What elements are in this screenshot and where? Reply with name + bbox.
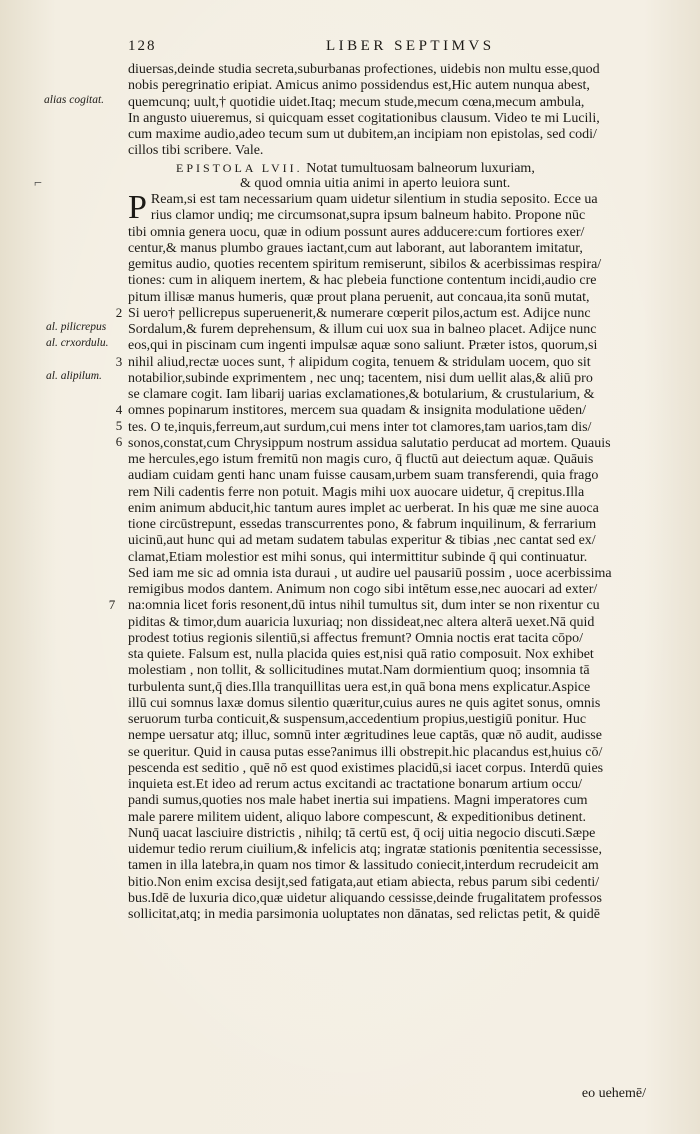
text-line xyxy=(128,940,680,956)
catchword: eo uehemē/ xyxy=(581,1086,646,1101)
text-line: tamen in illa latebra,in quam nos timor & lassitudo coniecit,interdum recrudeicit am xyxy=(128,858,599,874)
text-line: prodest totius regionis silentiū,si affectus fremunt? Omnia noctis erat tacita cōpo/ xyxy=(128,630,584,646)
folio-number: 128 xyxy=(128,38,157,54)
text-line: Ream,si est tam necessarium quam uidetur silentium in studia seposito. Ecce ua xyxy=(150,192,598,207)
text-line: pitum illisæ manus humeris, quæ prout plana peruenit, aut concaua,ita sonū mutat, xyxy=(128,289,590,305)
text-line: rius clamor undiq; me circumsonat,supra ipsum balneum habito. Propone nūc xyxy=(150,208,586,224)
text-line: seruorum turba conticuit,& suspensum,accedentium propius,uestigiū ponitur. Huc xyxy=(128,712,587,727)
text-line: nihil aliud,rectæ uoces sunt, † alipidum cogita, tenuem & stridulam uocem, quo sit xyxy=(128,354,591,370)
body-text xyxy=(128,62,680,956)
margin-note: al. crxordulu. xyxy=(46,337,109,349)
margin-number: 7 xyxy=(108,597,116,612)
text-line: tes. O te,inquis,ferreum,aut surdum,cui mens inter tot clamores,tam uarios,tam dis/ xyxy=(128,419,592,435)
running-head: LIBER SEPTIMVS xyxy=(326,38,495,54)
text-line: pandi sumus,quoties nos male habet inertia sui impatiens. Magni imperatores cum xyxy=(128,793,588,809)
text-line: cum maxime audio,adeo tecum sum ut dubitem,an incipiam non epistolas, sed codi/ xyxy=(128,127,597,142)
text-line: Si uero† pellicrepus superuenerit,& numerare cœperit pilos,actum est. Adijce nunc xyxy=(128,305,591,321)
text-line: rem Nili cadentis ferre non potuit. Magis mihi uox auocare uidetur, q̄ crepitus.Illa xyxy=(128,484,585,500)
text-line: molestiam , non tollit, & sollicitudines mutat.Nam dormientium quoq; insomnia tā xyxy=(128,663,590,679)
text-line: clamat,Etiam molestior est mihi sonus, qui intermittitur subinde q̄ qui continuatur. xyxy=(128,549,588,565)
text-line xyxy=(128,923,680,939)
margin-note: alias cogitat. xyxy=(44,94,105,106)
margin-bracket-mark: ⌐ xyxy=(34,176,42,191)
text-line: bitio.Non enim excisa desijt,sed fatigata,aut etiam abiecta, rebus parum sibi cedenti/ xyxy=(128,874,600,890)
text-line: omnes popinarum institores, mercem sua quadam & insignita modulatione uēden/ xyxy=(128,403,587,419)
text-line: notabilior,subinde exprimentem , nec unq; tacentem, nisi dum uellit alas,& aliū pro xyxy=(128,370,593,386)
margin-number: 2 xyxy=(115,305,123,320)
text-line: me hercules,ego istum fremitū non magis curo, q̄ fluctū aut deiectum aquæ. Quāuis xyxy=(128,452,594,467)
text-line: pescenda est seditio , quē nō est quod existimes placidū,si iacet corpus. Interdū quies xyxy=(128,760,604,776)
margin-note: al. alipilum. xyxy=(46,370,102,382)
text-line: nempe uersatur atq; illuc, somnū inter ægritudines leue captās, quæ nō audit, audisse xyxy=(128,728,602,744)
margin-number: 4 xyxy=(115,402,123,417)
text-line: diuersas,deinde studia secreta,suburbanas profectiones, uidebis non multu esse,quod xyxy=(128,62,600,77)
text-line: Sed iam me sic ad omnia ista duraui , ut audire uel pausariū possim , uoce acerbissima xyxy=(128,565,612,581)
drop-cap-paragraph xyxy=(128,189,680,226)
epistle-label: EPISTOLA LVII. xyxy=(176,160,303,175)
text-line: sollicitat,atq; in media parsimonia uoluptates non dānatas, sed relictas petit, & quidē xyxy=(128,907,600,922)
text-line: sonos,constat,cum Chrysippum nostrum assidua salutatio perducat ad mortem. Quauis xyxy=(128,435,611,451)
text-line: Sordalum,& furem deprehensum, & illum cui uox sua in balneo placet. Adijce nunc xyxy=(128,322,597,337)
text-line: sta quiete. Falsum est, nulla placida quies est,nisi quā ratio composuit. Nox exhibet xyxy=(128,647,594,662)
drop-cap-letter: P xyxy=(128,189,147,226)
text-line: nobis peregrinatio eripiat. Amicus animo possidendus est,Hic autem nunqua abest, xyxy=(128,78,590,94)
text-line: turbulenta sunt,q̄ dies.Illa tranquillitas uera est,in quā bona mens explicatur.Aspice xyxy=(128,679,591,695)
text-line: uidemur tedio rerum ciuilium,& infelicis atq; ingratæ stationis pœnitentia secessisse, xyxy=(128,842,602,857)
text-line: In angusto uiueremus, si quicquam esset cogitationibus clausum. Video te mi Lucili, xyxy=(128,110,600,126)
page-header xyxy=(128,38,568,58)
margin-note: al. pilicrepus xyxy=(46,321,107,333)
epistle-heading xyxy=(128,160,680,176)
text-line: piditas & timor,dum auaricia luxuriaq; non dissideat,nec altera alterā uexet.Nā quid xyxy=(128,614,595,630)
text-line: enim animum abducit,hic tantum aures implet ac uerberat. In his quæ me sine auoca xyxy=(128,500,599,516)
margin-number: 5 xyxy=(115,418,123,433)
text-line: quemcunq; uult,† quotidie uidet.Itaq; mecum stude,mecum cœna,mecum ambula, xyxy=(128,94,585,110)
text-line: tiones: cum in aliquem inertem, & hac plebeia functione contentum incidi,audio cre xyxy=(128,273,597,289)
text-line: audiam cuidam genti hanc unam fuisse causam,urbem suam transferendi, quia frago xyxy=(128,468,599,484)
text-line: se clamare cogit. Iam libarij uarias exclamationes,& botularium, & crustularium, & xyxy=(128,387,595,402)
text-line: eos,qui in piscinam cum ingenti impulsæ aquæ sono saliunt. Præter istos, quorum,si xyxy=(128,338,598,354)
text-line: Nunq̄ uacat lasciuire districtis , nihilq; tā certū est, q̄ ocij uitia negocio discuti.Sæpe xyxy=(128,825,596,841)
text-line: gemitus audio, quoties recentem spiritum remiserunt, sibilos & acerbissimas respira/ xyxy=(128,257,602,272)
text-line: illū cui somnus laxæ domus silentio quæritur,cuius aures ne quis agitet sonus, omnis xyxy=(128,695,601,711)
text-line: centur,& manus plumbo graues iactant,cum aut laborant, aut laborantem imitatur, xyxy=(128,240,583,256)
text-line: remigibus modos dantem. Animum non cogo sibi intētum esse,nec auocari ad exter/ xyxy=(128,582,598,597)
text-line: inquieta est.Et ideo ad rerum actus excitandi ac tractatione bonarum artium occu/ xyxy=(128,777,583,792)
margin-number: 3 xyxy=(115,354,123,369)
text-line: & quod omnia uitia animi in aperto leuiora sunt. xyxy=(240,175,511,191)
text-line: tione circūstrepunt, essedas transcurrentes pono, & fabrum inquilinum, & ferrarium xyxy=(128,517,597,532)
text-line: se queritur. Quid in causa putas esse?animus illi obstrepit.hic placandus est,huius cō/ xyxy=(128,744,603,760)
margin-number: 6 xyxy=(115,434,123,449)
text-line: uicinū,aut hunc qui ad metam sudatem tabulas experitur & tibias ,nec cantat sed ex/ xyxy=(128,533,596,549)
epistle-summary: Notat tumultuosam balneorum luxuriam, xyxy=(306,160,535,176)
text-line: na:omnia licet foris resonent,dū intus nihil tumultus sit, dum inter se non rixentur cu xyxy=(128,598,600,614)
text-line: male parere militem uident, aliquo labore compescunt, & expeditionibus detinent. xyxy=(128,809,586,825)
text-line: bus.Idē de luxuria dico,quæ uidetur aliquando cessisse,deinde frugalitatem professos xyxy=(128,890,602,906)
text-line: cillos tibi scribere. Vale. xyxy=(128,143,264,159)
text-line: tibi omnia genera uocu, quæ in odium possunt aures adducere:cum fortiores exer/ xyxy=(128,224,585,240)
